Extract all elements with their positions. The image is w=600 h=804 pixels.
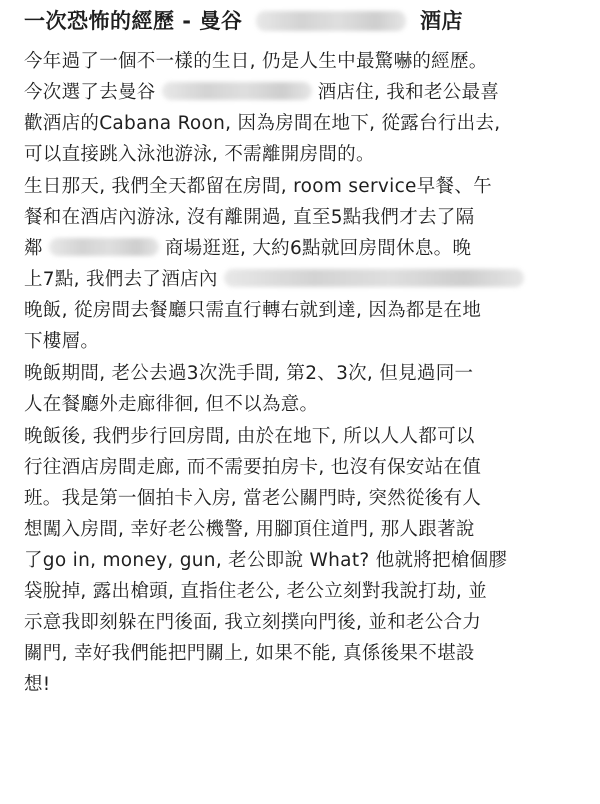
paragraph <box>24 421 584 700</box>
text-line: 袋脫掉, 露出槍頭, 直指住老公, 老公立刻對我說打劫, 並 <box>24 581 488 602</box>
text-line: 班。我是第一個拍卡入房, 當老公關門時, 突然從後有人 <box>24 488 482 509</box>
document-body <box>24 46 584 700</box>
text-line <box>24 264 584 295</box>
paragraph <box>24 358 584 420</box>
text-segment: 上7點, 我們去了酒店內 <box>24 269 218 290</box>
redacted-mall-name <box>49 238 159 256</box>
text-line: 想! <box>24 674 51 695</box>
text-line: 關門, 幸好我們能把門關上, 如果不能, 真係後果不堪設 <box>24 643 475 664</box>
redacted-hotel-name <box>256 11 406 31</box>
text-line: 晚飯, 從房間去餐廳只需直行轉右就到達, 因為都是在地 <box>24 300 482 321</box>
title-prefix: 一次恐怖的經歷 - 曼谷 <box>24 9 243 33</box>
text-line: 今年過了一個不一樣的生日, 仍是人生中最驚嚇的經歷。 <box>24 51 488 72</box>
paragraph <box>24 46 584 170</box>
text-line: 生日那天, 我們全天都留在房間, room service早餐、午 <box>24 176 492 197</box>
text-line: 了go in, money, gun, 老公即說 What? 他就將把槍個膠 <box>24 550 508 571</box>
redacted-hotel-name <box>162 82 312 100</box>
text-line: 晚飯期間, 老公去過3次洗手間, 第2、3次, 但見過同一 <box>24 363 474 384</box>
text-line: 歡酒店的Cabana Roon, 因為房間在地下, 從露台行出去, <box>24 113 501 134</box>
text-segment: 鄰 <box>24 238 43 259</box>
text-line: 晚飯後, 我們步行回房間, 由於在地下, 所以人人都可以 <box>24 426 475 447</box>
text-line <box>24 233 584 264</box>
text-line: 可以直接跳入泳池游泳, 不需離開房間的。 <box>24 144 375 165</box>
text-line: 行往酒店房間走廊, 而不需要拍房卡, 也沒有保安站在值 <box>24 457 482 478</box>
text-line: 示意我即刻躲在門後面, 我立刻撲向門後, 並和老公合力 <box>24 612 482 633</box>
document-title <box>24 4 584 38</box>
text-line: 想闖入房間, 幸好老公機警, 用腳頂住道門, 那人跟著說 <box>24 519 475 540</box>
text-line: 人在餐廳外走廊徘徊, 但不以為意。 <box>24 394 319 415</box>
text-line: 下樓層。 <box>24 331 100 352</box>
text-segment: 今次選了去曼谷 <box>24 82 156 103</box>
text-line: 餐和在酒店內游泳, 沒有離開過, 直至5點我們才去了隔 <box>24 207 475 228</box>
text-segment: 酒店住, 我和老公最喜 <box>317 82 500 103</box>
redacted-restaurant-name <box>224 269 524 287</box>
paragraph <box>24 171 584 357</box>
text-segment: 商場逛逛, 大約6點就回房間休息。晚 <box>164 238 472 259</box>
text-line <box>24 77 584 108</box>
title-suffix: 酒店 <box>419 9 463 33</box>
